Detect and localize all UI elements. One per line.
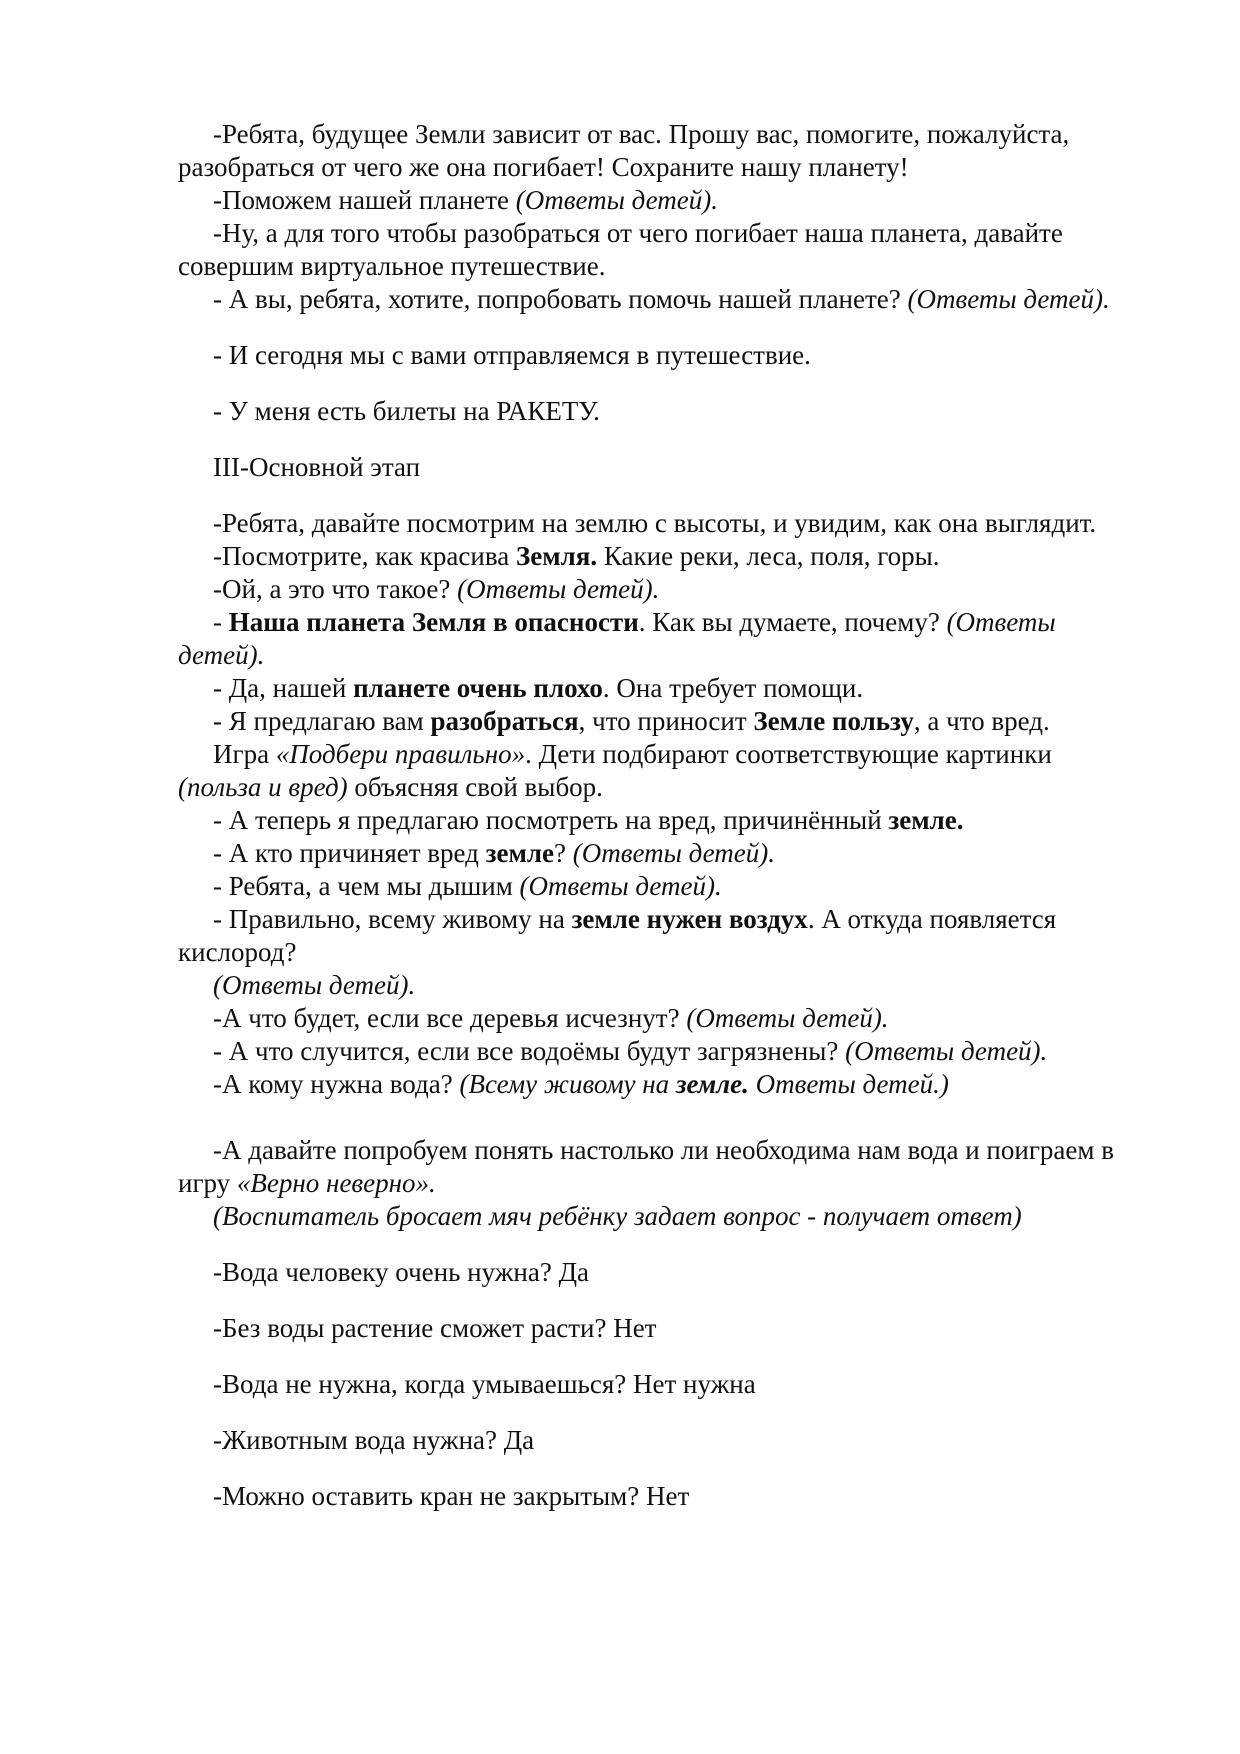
paragraph: (Воспитатель бросает мяч ребёнку задает вопрос - получает ответ) <box>213 1201 1022 1231</box>
paragraph: - А что случится, если все водоёмы будут загрязнены? (Ответы детей). <box>213 1036 1048 1066</box>
paragraph: - У меня есть билеты на РАКЕТУ. <box>213 396 600 426</box>
paragraph: - А кто причиняет вред земле? (Ответы детей). <box>213 838 775 868</box>
question-item: -Без воды растение сможет расти? Нет <box>213 1313 657 1343</box>
paragraph: - А теперь я предлагаю посмотреть на вред, причинённый земле. <box>213 805 964 835</box>
paragraph: - Ребята, а чем мы дышим (Ответы детей). <box>213 871 722 901</box>
paragraph: - И сегодня мы с вами отправляемся в путешествие. <box>213 340 811 370</box>
paragraph: - А вы, ребята, хотите, попробовать помочь нашей планете? (Ответы детей). <box>213 284 1110 314</box>
paragraph: - Наша планета Земля в опасности. Как вы думаете, почему? (Ответы детей). <box>178 607 1056 670</box>
question-item: -Животным вода нужна? Да <box>213 1425 535 1455</box>
paragraph: -Ой, а это что такое? (Ответы детей). <box>213 574 660 604</box>
paragraph: -А что будет, если все деревья исчезнут? (Ответы детей). <box>213 1003 889 1033</box>
paragraph: -Ребята, давайте посмотрим на землю с высоты, и увидим, как она выглядит. <box>213 508 1097 538</box>
question-item: -Можно оставить кран не закрытым? Нет <box>213 1481 690 1511</box>
question-item: -Вода человеку очень нужна? Да <box>213 1257 589 1287</box>
paragraph: -Посмотрите, как красива Земля. Какие реки, леса, поля, горы. <box>213 541 940 571</box>
paragraph: -Ну, а для того чтобы разобраться от чего погибает наша планета, давайте совершим виртуальное путешествие. <box>178 218 1063 281</box>
paragraph: -А кому нужна вода? (Всему живому на земле. Ответы детей.) <box>213 1069 949 1099</box>
paragraph: - Я предлагаю вам разобраться, что приносит Земле пользу, а что вред. <box>213 706 1050 736</box>
paragraph: - Да, нашей планете очень плохо. Она требует помощи. <box>213 673 864 703</box>
paragraph: Игра «Подбери правильно». Дети подбирают соответствующие картинки (польза и вред) объясняя свой выбор. <box>178 739 1052 802</box>
document-body <box>178 118 1138 1513</box>
question-item: -Вода не нужна, когда умываешься? Нет нужна <box>213 1369 756 1399</box>
section-heading: III-Основной этап <box>213 452 421 482</box>
paragraph: -А давайте попробуем понять настолько ли необходима нам вода и поиграем в игру «Верно неверно». <box>178 1135 1114 1198</box>
paragraph: - Правильно, всему живому на земле нужен воздух. А откуда появляется кислород? <box>178 904 1057 967</box>
paragraph: -Поможем нашей планете (Ответы детей). <box>213 185 719 215</box>
paragraph: (Ответы детей). <box>213 970 416 1000</box>
paragraph: -Ребята, будущее Земли зависит от вас. Прошу вас, помогите, пожалуйста, разобраться от чего же она погибает! Сохраните нашу планету! <box>178 119 1070 182</box>
